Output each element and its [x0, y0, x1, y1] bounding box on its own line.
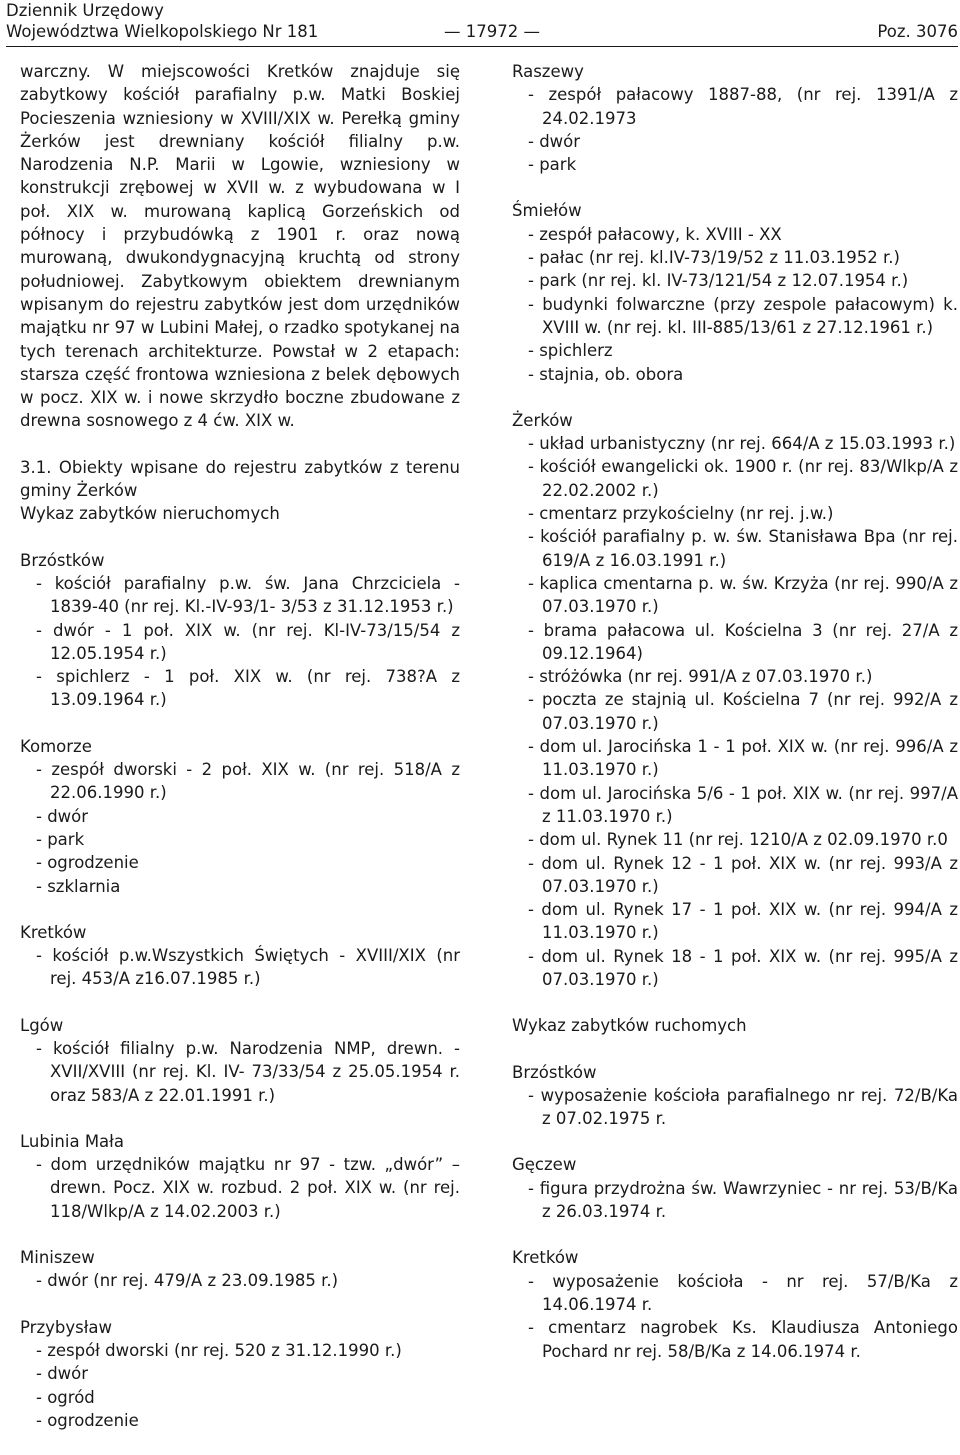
list-item: - ogrodzenie [36, 1410, 139, 1430]
locality-raszewy [512, 60, 958, 176]
list-item: - dom ul. Rynek 18 - 1 poł. XIX w. (nr rej. 995/A z 07.03.1970 r.) [528, 946, 958, 989]
locality-miniszew [20, 1246, 460, 1293]
locality-name: Brzóstków [20, 550, 105, 570]
list-item: - wyposażenie kościoła parafialnego nr rej. 72/B/Ka z 07.02.1975 r. [528, 1085, 958, 1129]
list-item: - poczta ze stajnią ul. Kościelna 7 (nr rej. 992/A z 07.03.1970 r.) [528, 690, 958, 733]
locality-lgow [20, 1014, 460, 1107]
locality-name: Żerków [512, 410, 573, 430]
locality-name: Śmiełów [512, 201, 582, 221]
list-item: - ogród [36, 1387, 95, 1407]
list-item: - kościół filialny p.w. Narodzenia NMP, drewn. - XVII/XVIII (nr rej. Kl. IV- 73/33/54 z 25.05.1954 r. oraz 583/A z 22.01.1991 r.) [36, 1038, 460, 1105]
locality-kretkow [20, 921, 460, 991]
list-item: - brama pałacowa ul. Kościelna 3 (nr rej. 27/A z 09.12.1964) [528, 620, 958, 663]
list-item: - dwór [528, 131, 581, 151]
right-column [512, 60, 958, 1363]
locality-zerkow [512, 409, 958, 991]
list-item: - szklarnia [36, 876, 121, 896]
locality-name: Kretków [20, 922, 87, 942]
list-item: - cmentarz przykościelny (nr rej. j.w.) [528, 504, 834, 524]
list-item: - dwór (nr rej. 479/A z 23.09.1985 r.) [36, 1271, 339, 1291]
list-item: - dom ul. Jarocińska 5/6 - 1 poł. XIX w. (nr rej. 997/A z 11.03.1970 r.) [528, 783, 958, 826]
movable-brzostkow [512, 1061, 958, 1131]
list-item: - dom urzędników majątku nr 97 - tzw. „dwór” – drewn. Pocz. XIX w. rozbud. 2 poł. XIX w. (nr rej. 118/Wlkp/A z 14.02.2003 r.) [36, 1155, 460, 1221]
locality-name: Komorze [20, 736, 92, 756]
list-item: - spichlerz - 1 poł. XIX w. (nr rej. 738?A z 13.09.1964 r.) [36, 667, 460, 710]
list-item: - dwór [36, 1364, 89, 1384]
list-item: - zespół pałacowy, k. XVIII - XX [528, 224, 782, 244]
left-column [20, 60, 460, 1432]
list-item: - wyposażenie kościoła - nr rej. 57/B/Ka z 14.06.1974 r. [528, 1271, 958, 1314]
list-item: - figura przydrożna św. Wawrzyniec - nr rej. 53/B/Ka z 26.03.1974 r. [528, 1178, 958, 1222]
page-number: — 17972 — [444, 22, 540, 41]
journal-region: Województwa Wielkopolskiego Nr 181 [6, 22, 319, 41]
movable-heading-block [512, 1014, 958, 1037]
locality-przybyslaw [20, 1316, 460, 1432]
locality-name: Przybysław [20, 1317, 112, 1337]
header-rule [6, 46, 958, 47]
movable-heading: Wykaz zabytków ruchomych [512, 1016, 747, 1036]
list-item: - park [36, 829, 85, 849]
list-item: - dom ul. Rynek 12 - 1 poł. XIX w. (nr rej. 993/A z 07.03.1970 r.) [528, 853, 958, 896]
list-item: - park (nr rej. kl. IV-73/121/54 z 12.07.1954 r.) [528, 271, 909, 291]
section-heading-block [20, 456, 460, 526]
header-line [6, 21, 958, 42]
list-item: - zespół pałacowy 1887-88, (nr rej. 1391/A z 24.02.1973 [528, 85, 958, 128]
locality-name: Brzóstków [512, 1062, 597, 1082]
journal-title: Dziennik Urzędowy [6, 1, 164, 20]
locality-name: Lubinia Mała [20, 1131, 124, 1151]
movable-geczew [512, 1153, 958, 1223]
position-number: Poz. 3076 [877, 22, 958, 41]
list-item: - kościół parafialny p.w. św. Jana Chrzciciela - 1839-40 (nr rej. Kl.-IV-93/1- 3/53 z 31.12.1953 r.) [36, 573, 460, 617]
list-item: - spichlerz [528, 341, 613, 361]
page-header [6, 0, 958, 42]
list-item: - stróżówka (nr rej. 991/A z 07.03.1970 r.) [528, 667, 873, 687]
section-heading: 3.1. Obiekty wpisane do rejestru zabytków z terenu gminy Żerków [20, 457, 460, 501]
list-item: - ogrodzenie [36, 853, 139, 873]
list-item: - układ urbanistyczny (nr rej. 664/A z 15.03.1993 r.) [528, 434, 956, 454]
intro-paragraph: warczny. W miejscowości Kretków znajduje się zabytkowy kościół parafialny p.w. Matki Boskiej Pocieszenia wzniesiony w XVIII/XIX w. Perełką gminy Żerków jest drewniany kościół filialny p.w. Narodzenia N.P. Marii w Lgowie, wzniesiony w konstrukcji zrębowej w XVII w. z wybudowana w I poł. XIX w. murowaną kaplicą Gorzeńskich od północy i przybudówką z 1901 r. oraz nową murowaną, dwukondygnacyjną kruchtą od strony południowej. Zabytkowym obiektem drewnianym wpisanym do rejestru zabytków jest dom urzędników majątku nr 97 w Lubini Małej, o rzadko spotykanej na tych terenach architekturze. Powstał w 2 etapach: starsza część frontowa wzniesiona z belek dębowych w pocz. XIX w. i nowe skrzydło boczne zbudowane z drewna sosnowego z 4 ćw. XIX w. [20, 62, 460, 431]
list-item: - dom ul. Jarocińska 1 - 1 poł. XIX w. (nr rej. 996/A z 11.03.1970 r.) [528, 737, 958, 780]
list-item: - dwór - 1 poł. XIX w. (nr rej. Kl-IV-73/15/54 z 12.05.1954 r.) [36, 620, 460, 663]
list-item: - cmentarz nagrobek Ks. Klaudiusza Antoniego Pochard nr rej. 58/B/Ka z 14.06.1974 r. [528, 1318, 958, 1361]
locality-name: Lgów [20, 1015, 64, 1035]
list-item: - pałac (nr rej. kl.IV-73/19/52 z 11.03.1952 r.) [528, 248, 900, 268]
locality-name: Gęczew [512, 1155, 577, 1175]
movable-kretkow [512, 1246, 958, 1362]
list-item: - budynki folwarczne (przy zespole pałacowym) k. XVIII w. (nr rej. kl. III-885/13/61 z 27.12.1961 r.) [528, 294, 958, 337]
list-item: - zespół dworski (nr rej. 520 z 31.12.1990 r.) [36, 1340, 402, 1360]
locality-name: Miniszew [20, 1248, 95, 1268]
list-item: - kościół ewangelicki ok. 1900 r. (nr rej. 83/Wlkp/A z 22.02.2002 r.) [528, 457, 958, 500]
immovable-heading: Wykaz zabytków nieruchomych [20, 504, 280, 524]
list-item: - kaplica cmentarna p. w. św. Krzyża (nr rej. 990/A z 07.03.1970 r.) [528, 573, 958, 617]
locality-name: Kretków [512, 1248, 579, 1268]
list-item: - kościół p.w.Wszystkich Świętych - XVIII/XIX (nr rej. 453/A z16.07.1985 r.) [36, 946, 460, 989]
locality-komorze [20, 735, 460, 898]
list-item: - dom ul. Rynek 11 (nr rej. 1210/A z 02.09.1970 r.0 [528, 830, 948, 850]
list-item: - dwór [36, 806, 89, 826]
locality-name: Raszewy [512, 62, 584, 81]
list-item: - dom ul. Rynek 17 - 1 poł. XIX w. (nr rej. 994/A z 11.03.1970 r.) [528, 900, 958, 943]
list-item: - kościół parafialny p. w. św. Stanisława Bpa (nr rej. 619/A z 16.03.1991 r.) [528, 527, 958, 570]
locality-lubinia-mala [20, 1130, 460, 1223]
locality-brzostkow [20, 549, 460, 712]
list-item: - stajnia, ob. obora [528, 364, 684, 384]
list-item: - zespół dworski - 2 poł. XIX w. (nr rej. 518/A z 22.06.1990 r.) [36, 760, 460, 803]
list-item: - park [528, 155, 577, 175]
locality-smielow [512, 199, 958, 385]
